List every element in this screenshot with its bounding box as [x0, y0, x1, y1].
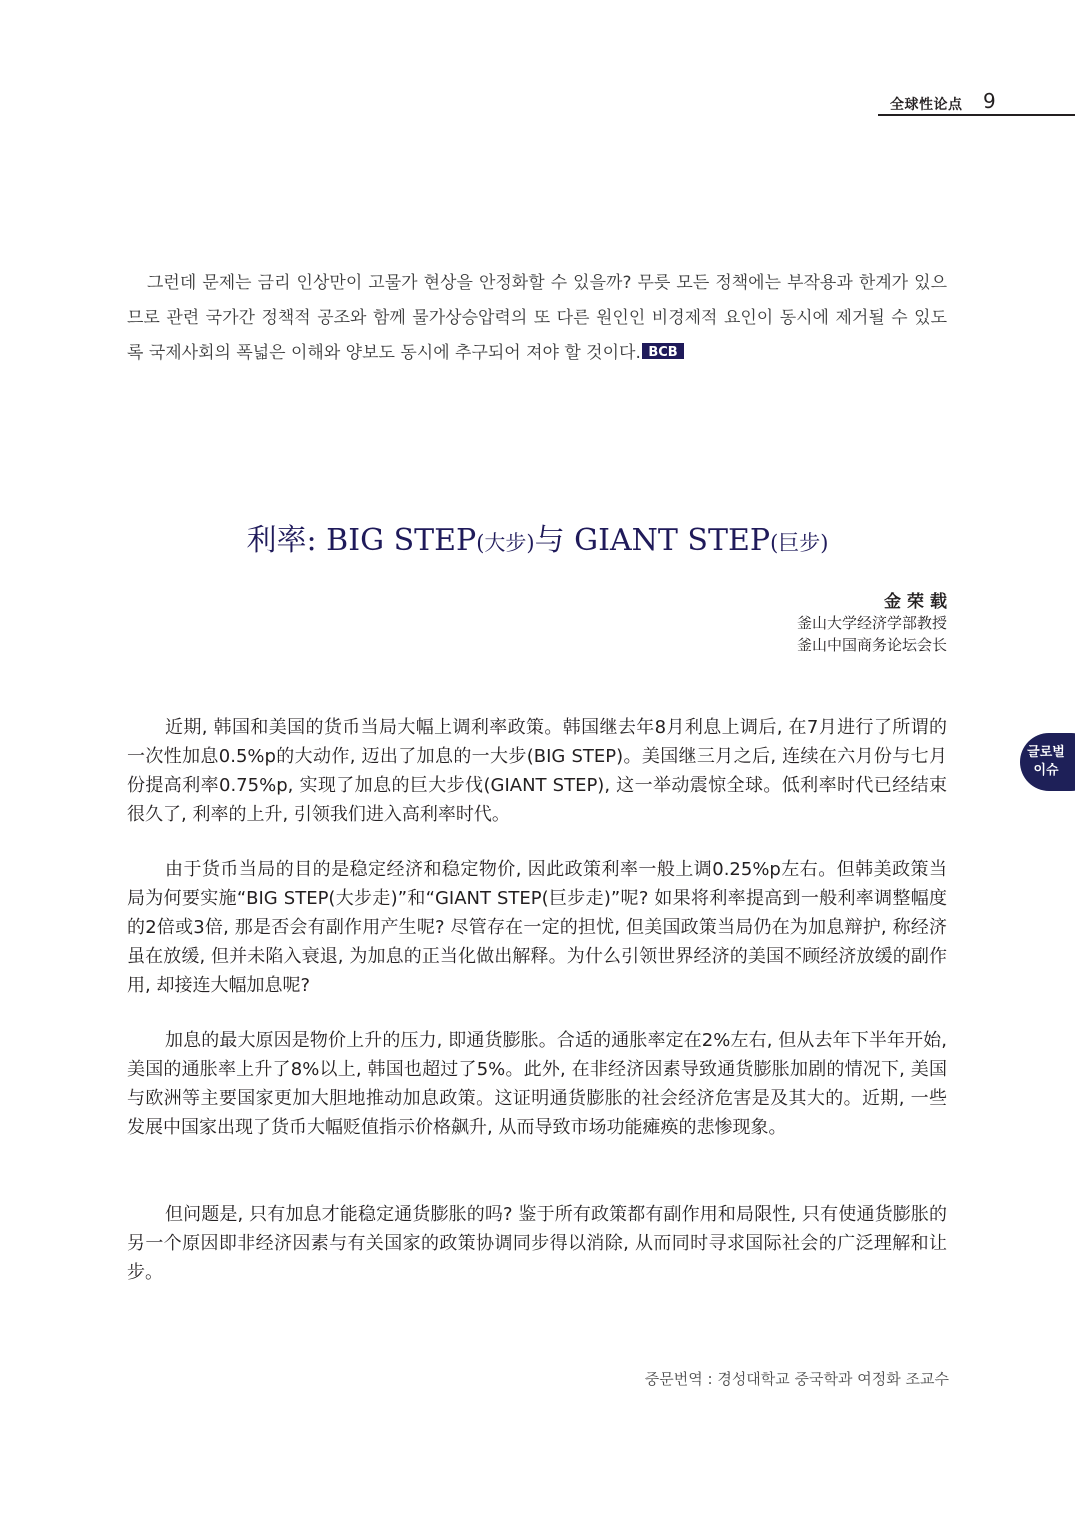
bcb-logo-icon [642, 342, 684, 360]
tab-label-line-1: 글로벌 [1027, 745, 1065, 760]
author-block [796, 587, 953, 656]
author-name: 金荣载 [884, 592, 953, 612]
title-paren-1: (大步) [476, 531, 535, 555]
title-mid: 与 GIANT STEP [534, 523, 771, 558]
translator-credit: 중문번역 : 경성대학교 중국학과 여정화 조교수 [644, 1370, 949, 1388]
global-issue-tab [1020, 733, 1075, 791]
korean-paragraph [127, 266, 947, 371]
article-title [0, 515, 1075, 559]
title-main: 利率: BIG STEP [246, 523, 477, 558]
title-paren-2: (巨步) [770, 531, 829, 555]
page-number: 9 [983, 89, 996, 113]
body-paragraph-1: 近期, 韩国和美国的货币当局大幅上调利率政策。韩国继去年8月利息上调后, 在7月进行了所谓的一次性加息0.5%p的大动作, 迈出了加息的一大步(BIG STEP)。美国继三月之后, 连续在六月份与七月份提高利率0.75%p, 实现了加息的巨大步伐(GIANT STEP), 这一举动震惊全球。低利率时代已经结束很久了, 利率的上升, 引领我们进入高利率时代。 [127, 717, 947, 825]
running-header [878, 88, 1075, 116]
body-paragraph-3: 加息的最大原因是物价上升的压力, 即通货膨胀。合适的通胀率定在2%左右, 但从去年下半年开始, 美国的通胀率上升了8%以上, 韩国也超过了5%。此外, 在非经济因素导致通货膨胀加剧的情况下, 美国与欧洲等主要国家更加大胆地推动加息政策。这证明通货膨胀的社会经济危害是及其大的。近期, 一些发展中国家出现了货币大幅贬值指示价格飙升, 从而导致市场功能瘫痪的悲惨现象。 [127, 1030, 947, 1138]
author-affiliation-2: 釜山中国商务论坛会长 [796, 636, 947, 654]
author-affiliation-1: 釜山大学经济学部教授 [796, 614, 947, 632]
body-paragraph-2: 由于货币当局的目的是稳定经济和稳定物价, 因此政策利率一般上调0.25%p左右。但韩美政策当局为何要实施“BIG STEP(大步走)”和“GIANT STEP(巨步走)”呢? 如果将利率提高到一般利率调整幅度的2倍或3倍, 那是否会有副作用产生呢? 尽管存在一定的担忧, 但美国政策当局仍在为加息辩护, 称经济虽在放缓, 但并未陷入衰退, 为加息的正当化做出解释。为什么引领世界经济的美国不顾经济放缓的副作用, 却接连大幅加息呢? [127, 859, 947, 996]
korean-paragraph-text: 그런데 문제는 금리 인상만이 고물가 현상을 안정화할 수 있을까? 무릇 모든 정책에는 부작용과 한계가 있으므로 관련 국가간 정책적 공조와 함께 물가상승압력의 또 다른 원인인 비경제적 요인이 동시에 제거될 수 있도록 국제사회의 폭넓은 이해와 양보도 동시에 추구되어 져야 할 것이다. [127, 273, 947, 363]
body-paragraph-4: 但问题是, 只有加息才能稳定通货膨胀的吗? 鉴于所有政策都有副作用和局限性, 只有使通货膨胀的另一个原因即非经济因素与有关国家的政策协调同步得以消除, 从而同时寻求国际社会的广泛理解和让步。 [127, 1204, 947, 1283]
section-title: 全球性论点 [890, 97, 963, 113]
tab-label-line-2: 이슈 [1033, 763, 1059, 778]
bcb-logo-text: BCB [648, 345, 678, 360]
header-rule [878, 114, 1075, 116]
